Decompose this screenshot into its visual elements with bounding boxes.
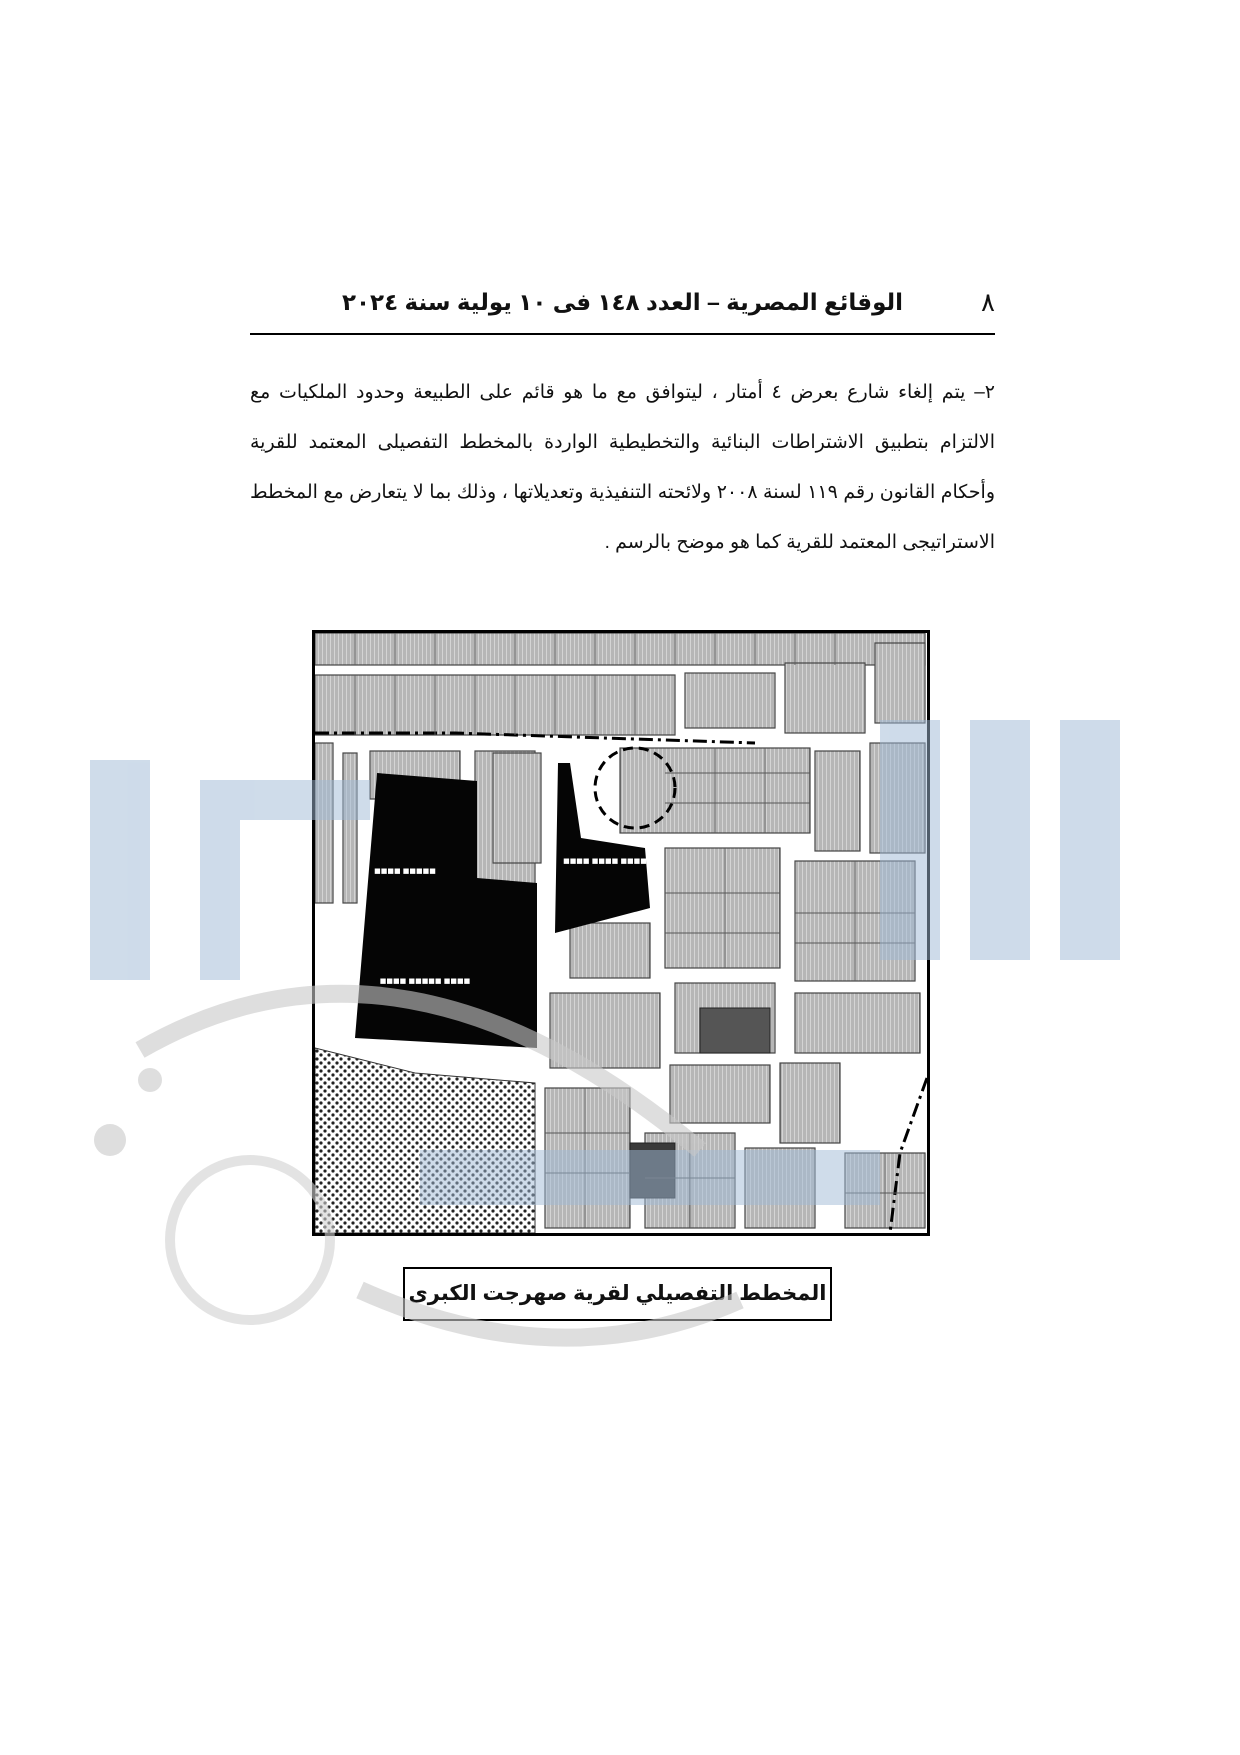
svg-text:■■■■ ■■■■■ ■■■■: ■■■■ ■■■■■ ■■■■ (379, 977, 471, 985)
map-caption: المخطط التفصيلي لقرية صهرجت الكبرى (403, 1267, 832, 1321)
svg-text:■■■■ ■■■■■: ■■■■ ■■■■■ (374, 867, 436, 875)
body-paragraph: ٢– يتم إلغاء شارع بعرض ٤ أمتار ، ليتوافق مع ما هو قائم على الطبيعة وحدود الملكيات مع الالتزام بتطبيق الاشتراطات البنائية والتخطيطية الواردة بالمخطط التفصيلى المعتمد للقرية وأحكام القانون رقم ١١٩ لسنة ٢٠٠٨ ولائحته التنفيذية وتعديلاتها ، وذلك بما لا يتعارض مع المخطط الاستراتيجى المعتمد للقرية كما هو موضح بالرسم . (250, 382, 996, 553)
detailed-plan-map (312, 630, 930, 1236)
page-number: ٨ (981, 287, 995, 317)
map-drawing (315, 633, 927, 1233)
header-title: الوقائع المصرية – العدد ١٤٨ فى ١٠ يولية سنة ٢٠٢٤ (341, 289, 904, 315)
map-figure (312, 630, 932, 1305)
page-header (250, 285, 995, 335)
svg-text:■■■■ ■■■■ ■■■■: ■■■■ ■■■■ ■■■■ (563, 857, 647, 865)
